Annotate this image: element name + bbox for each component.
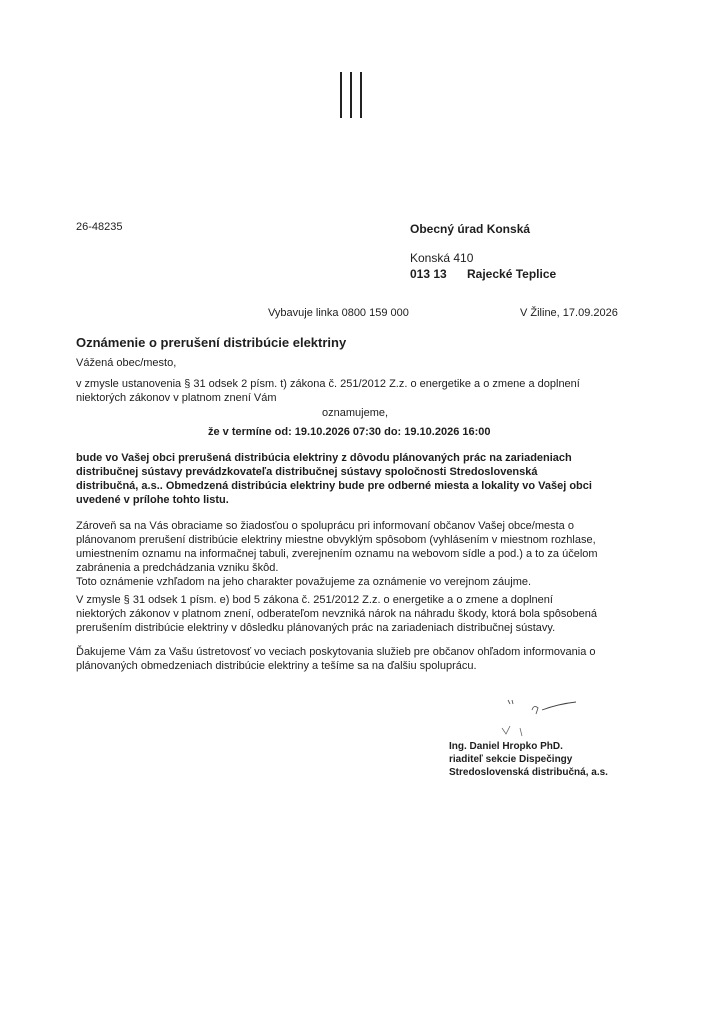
cooperation-line: plánovanom prerušení distribúcie elektriny miestne obvyklým spôsobom (vyhlásením v miestnom rozhlase,	[76, 534, 596, 546]
salutation: Vážená obec/mesto,	[76, 357, 177, 369]
handled-by-line: Vybavuje linka 0800 159 000	[268, 307, 409, 319]
recipient-name: Obecný úrad Konská	[410, 222, 531, 236]
thanks-paragraph	[76, 645, 636, 673]
barcode-marks	[338, 72, 364, 118]
place-date: V Žiline, 17.09.2026	[520, 307, 618, 319]
main-notice-paragraph	[76, 451, 636, 507]
legal-line: V zmysle § 31 odsek 1 písm. e) bod 5 zákona č. 251/2012 Z.z. o energetike a o zmene a doplnení	[76, 594, 553, 606]
signatory-name: Ing. Daniel Hropko PhD.	[449, 741, 563, 752]
announce-word: oznamujeme,	[322, 407, 389, 419]
cooperation-line: zabránenia a predchádzania vzniku škôd.	[76, 562, 279, 574]
intro-paragraph	[76, 377, 636, 405]
recipient-city: Rajecké Teplice	[467, 267, 557, 281]
handwritten-signature	[500, 692, 590, 744]
reference-number: 26-48235	[76, 221, 123, 233]
main-notice-line: uvedené v prílohe tohto listu.	[76, 494, 229, 506]
main-notice-line: distribučná, a.s.. Obmedzená distribúcia elektriny bude pre odberné miesta a lokality vo Vašej obci	[76, 480, 592, 492]
legal-paragraph	[76, 593, 636, 635]
recipient-zip: 013 13	[410, 267, 447, 281]
signatory-company: Stredoslovenská distribučná, a.s.	[449, 767, 608, 778]
cooperation-line: Toto oznámenie vzhľadom na jeho charakter považujeme za oznámenie vo verejnom záujme.	[76, 576, 532, 588]
outage-term: že v termíne od: 19.10.2026 07:30 do: 19.10.2026 16:00	[208, 426, 491, 438]
letter-title: Oznámenie o prerušení distribúcie elektriny	[76, 335, 347, 350]
cooperation-line: Zároveň sa na Vás obraciame so žiadosťou o spoluprácu pri informovaní občanov Vašej obce/mesta o	[76, 520, 574, 532]
intro-line: niektorých zákonov v platnom znení Vám	[76, 392, 277, 404]
main-notice-line: bude vo Vašej obci prerušená distribúcia elektriny z dôvodu plánovaných prác na zariadeniach	[76, 452, 572, 464]
thanks-line: Ďakujeme Vám za Vašu ústretovosť vo veciach poskytovania služieb pre občanov ohľadom informovania o	[76, 646, 596, 658]
main-notice-line: distribučnej sústavy prevádzkovateľa distribučnej sústavy spoločnosti Stredoslovenská	[76, 466, 538, 478]
cooperation-paragraph	[76, 519, 636, 589]
intro-line: v zmysle ustanovenia § 31 odsek 2 písm. t) zákona č. 251/2012 Z.z. o energetike a o zmene a doplnení	[76, 378, 580, 390]
signatory-position: riaditeľ sekcie Dispečingy	[449, 754, 573, 765]
thanks-line: plánovaných obmedzeniach distribúcie elektriny a tešíme sa na ďalšiu spoluprácu.	[76, 660, 477, 672]
legal-line: niektorých zákonov v platnom znení, odberateľom nevzniká nárok na náhradu škody, ktorá bola spôsobená	[76, 608, 597, 620]
legal-line: prerušením distribúcie elektriny v dôsledku plánovaných prác na zariadeniach distribučnej sústavy.	[76, 622, 556, 634]
recipient-street: Konská 410	[410, 251, 474, 265]
cooperation-line: umiestnením oznamu na informačnej tabuli, zverejnením oznamu na webovom sídle a pod.) a to za účelom	[76, 548, 598, 560]
